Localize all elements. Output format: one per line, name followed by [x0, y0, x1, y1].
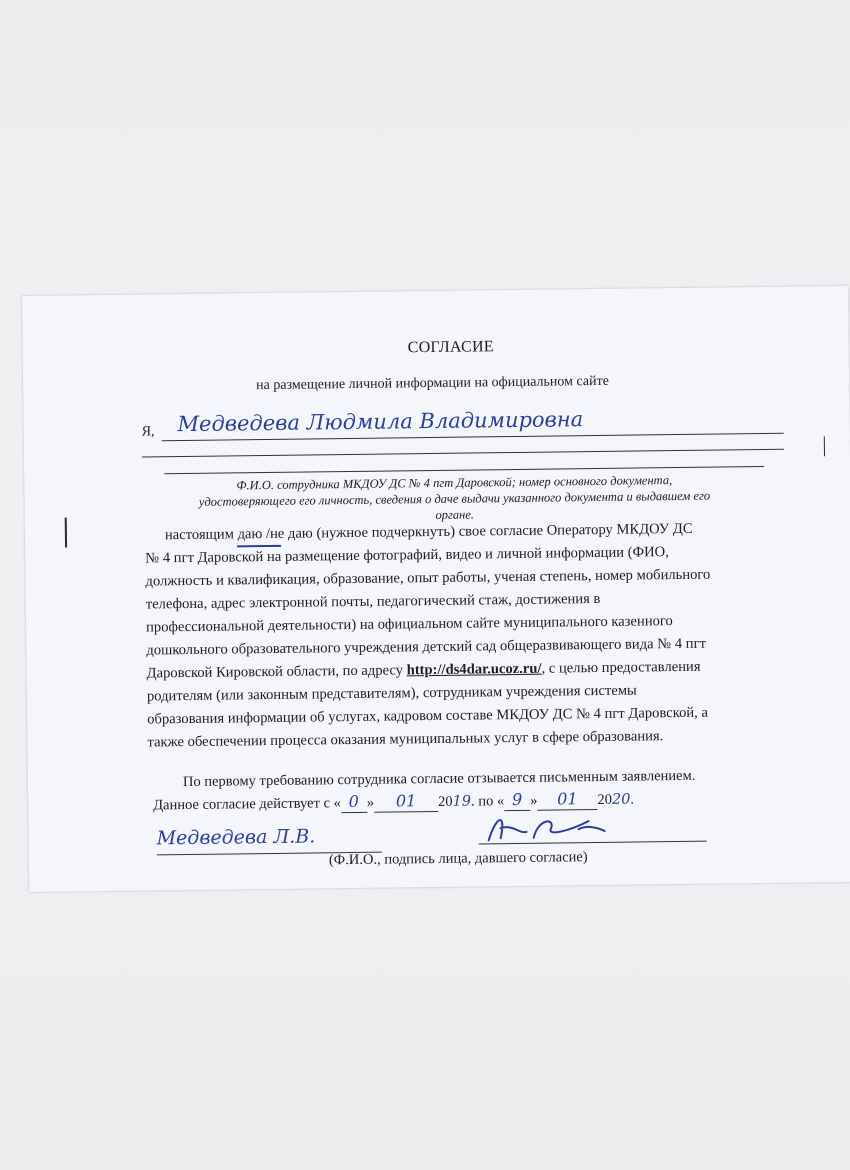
note-line-3: органе.	[435, 507, 475, 522]
body-line-6: дошкольного образовательного учреждения детский сад общеразвивающего вида № 4 пгт	[146, 635, 707, 659]
body-line-2: № 4 пгт Даровской на размещение фотографий, видео и личной информации (ФИО,	[145, 544, 669, 567]
from-day-field	[341, 792, 367, 813]
from-month-field	[374, 791, 438, 813]
body-line-8: родителям (или законным представителям), сотрудникам учреждения системы	[146, 682, 637, 705]
body-line-10: также обеспечении процесса оказания муниципальных услуг в сфере образования.	[147, 728, 664, 751]
to-day-field	[504, 790, 530, 811]
note-line-1: Ф.И.О. сотрудника МКДОУ ДС № 4 пгт Даровской; номер основного документа,	[236, 473, 673, 493]
body-line-5: профессиональной деятельности) на официальном сайте муниципального казенного	[145, 613, 673, 636]
from-day-handwritten: 0	[348, 791, 360, 812]
from-year-handwritten: 19	[452, 793, 472, 810]
to-year-handwritten: 20	[611, 791, 631, 808]
signer-name-handwritten: Медведева Л.В.	[156, 825, 316, 850]
url-suffix: , с целью предоставления	[541, 658, 701, 677]
signature-caption: (Ф.И.О., подпись лица, давшего согласие)	[328, 849, 588, 869]
from-month-handwritten: 01	[395, 791, 417, 811]
site-url-link[interactable]: http://ds4dar.ucoz.ru/	[406, 660, 542, 679]
to-month-handwritten: 01	[557, 789, 578, 809]
handwritten-full-name: Медведева Людмила Владимировна	[177, 407, 584, 437]
url-prefix: Даровской Кировской области, по адресу	[146, 662, 407, 682]
revoke-statement: По первому требованию сотрудника согласие отзывается письменным заявлением.	[182, 767, 696, 791]
document-title: СОГЛАСИЕ	[407, 338, 495, 357]
quote-close-2: »	[530, 792, 538, 809]
to-day-handwritten: 9	[511, 789, 523, 810]
body-line-9: образования информации об услугах, кадровом составе МКДОУ ДС № 4 пгт Даровской, а	[147, 704, 709, 728]
ya-label: Я,	[141, 424, 155, 440]
document-subtitle: на размещение личной информации на официальном сайте	[256, 373, 609, 394]
right-margin-mark	[824, 436, 825, 456]
body-line-3: должность и квалификация, образование, опыт работы, ученая степень, номер мобильного	[145, 566, 711, 590]
validity-prefix: Данное согласие действует с «	[153, 795, 341, 814]
body-line-1: настоящим даю /не даю (нужное подчеркнуть) свое согласие Оператору МКДОУ ДС	[164, 520, 693, 544]
period: .	[630, 791, 635, 808]
note-line-2: удостоверяющего его личность, сведения о даче выдачи указанного документа и выдавшем его	[198, 488, 711, 509]
to-year-prefix: 20	[597, 791, 613, 809]
to-prefix: . по «	[470, 793, 505, 810]
name-underline-2	[142, 449, 784, 458]
left-margin-mark	[65, 517, 67, 547]
to-month-field	[537, 789, 597, 811]
from-year-prefix: 20	[437, 793, 453, 810]
quote-close-1: »	[366, 794, 375, 811]
body-line-4: телефона, адрес электронной почты, педагогический стаж, достижения в	[145, 590, 601, 613]
consent-document	[22, 286, 850, 892]
